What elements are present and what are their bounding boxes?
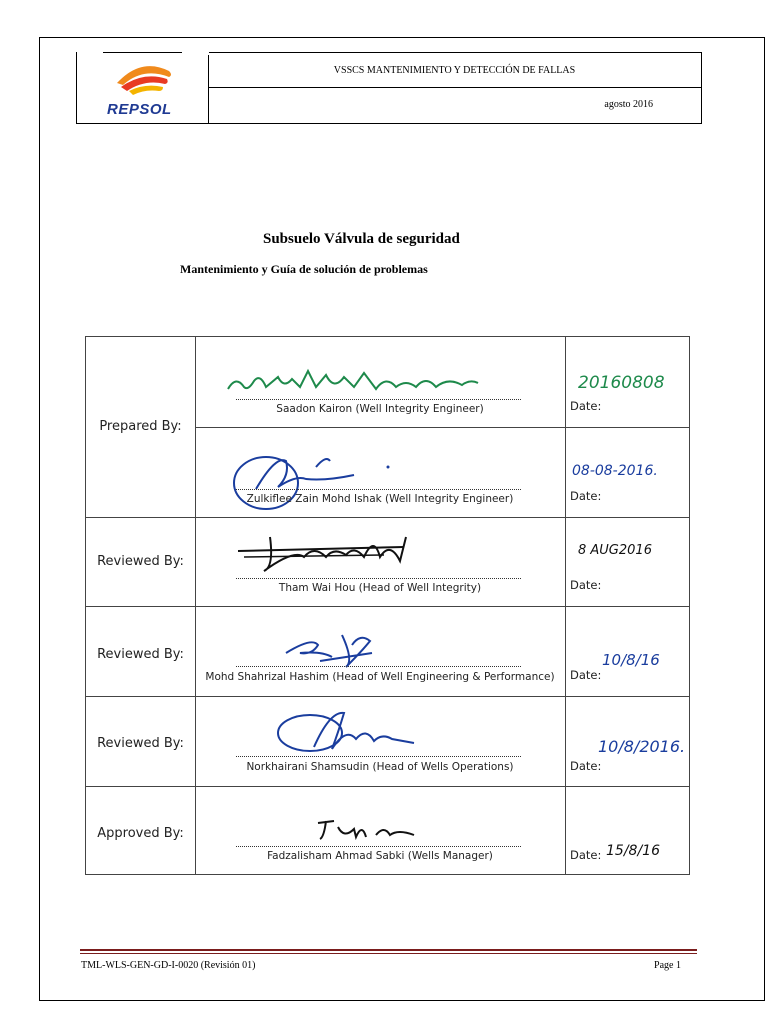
header-date: agosto 2016 — [604, 99, 653, 110]
logo-cell — [77, 53, 209, 123]
header-title: VSSCS MANTENIMIENTO Y DETECCIÓN DE FALLAS — [333, 64, 576, 76]
signatory-name: Tham Wai Hou (Head of Well Integrity) — [278, 582, 482, 594]
footer-rule — [80, 949, 697, 951]
handwritten-date: 08-08-2016. — [572, 463, 658, 479]
handwritten-date: 10/8/2016. — [598, 737, 686, 756]
role-prepared-by: Prepared By: — [99, 419, 182, 434]
footer-doc-code: TML-WLS-GEN-GD-I-0020 (Revisión 01) — [81, 960, 256, 971]
document-subtitle: Mantenimiento y Guía de solución de problemas — [180, 262, 428, 276]
signatory-name: Norkhairani Shamsudin (Head of Wells Operations) — [246, 761, 514, 773]
date-label: Date: — [570, 848, 602, 862]
document-title: Subsuelo Válvula de seguridad — [263, 231, 460, 247]
role-approved-by: Approved By: — [97, 826, 184, 841]
signature-tham-icon — [234, 527, 424, 577]
date-label: Date: — [570, 668, 602, 682]
document-header — [76, 52, 702, 124]
signature-norkhairani-icon — [274, 703, 424, 763]
handwritten-date: 8 AUG2016 — [578, 543, 652, 558]
signatory-name: Mohd Shahrizal Hashim (Head of Well Engineering & Performance) — [205, 671, 555, 683]
approval-table — [85, 336, 690, 875]
date-label: Date: — [570, 399, 602, 413]
footer-rule — [80, 953, 697, 954]
date-label: Date: — [570, 578, 602, 592]
role-reviewed-by: Reviewed By: — [97, 554, 184, 569]
signature-saadon-icon — [226, 361, 486, 401]
role-reviewed-by: Reviewed By: — [97, 736, 184, 751]
logo-text: REPSOL — [107, 101, 172, 118]
footer-page-number: Page 1 — [654, 960, 681, 971]
handwritten-date: 10/8/16 — [602, 651, 660, 669]
handwritten-date: 20160808 — [578, 373, 665, 393]
role-reviewed-by: Reviewed By: — [97, 647, 184, 662]
repsol-logo-icon — [77, 53, 208, 101]
signature-shahrizal-icon — [282, 631, 382, 671]
signature-fadzalisham-icon — [314, 815, 424, 845]
signatory-name: Zulkiflee Zain Mohd Ishak (Well Integrity Engineer) — [246, 493, 514, 505]
signatory-name: Fadzalisham Ahmad Sabki (Wells Manager) — [267, 850, 493, 862]
date-label: Date: — [570, 759, 602, 773]
handwritten-date: 15/8/16 — [606, 843, 660, 859]
signatory-name: Saadon Kairon (Well Integrity Engineer) — [276, 403, 484, 415]
date-label: Date: — [570, 489, 602, 503]
